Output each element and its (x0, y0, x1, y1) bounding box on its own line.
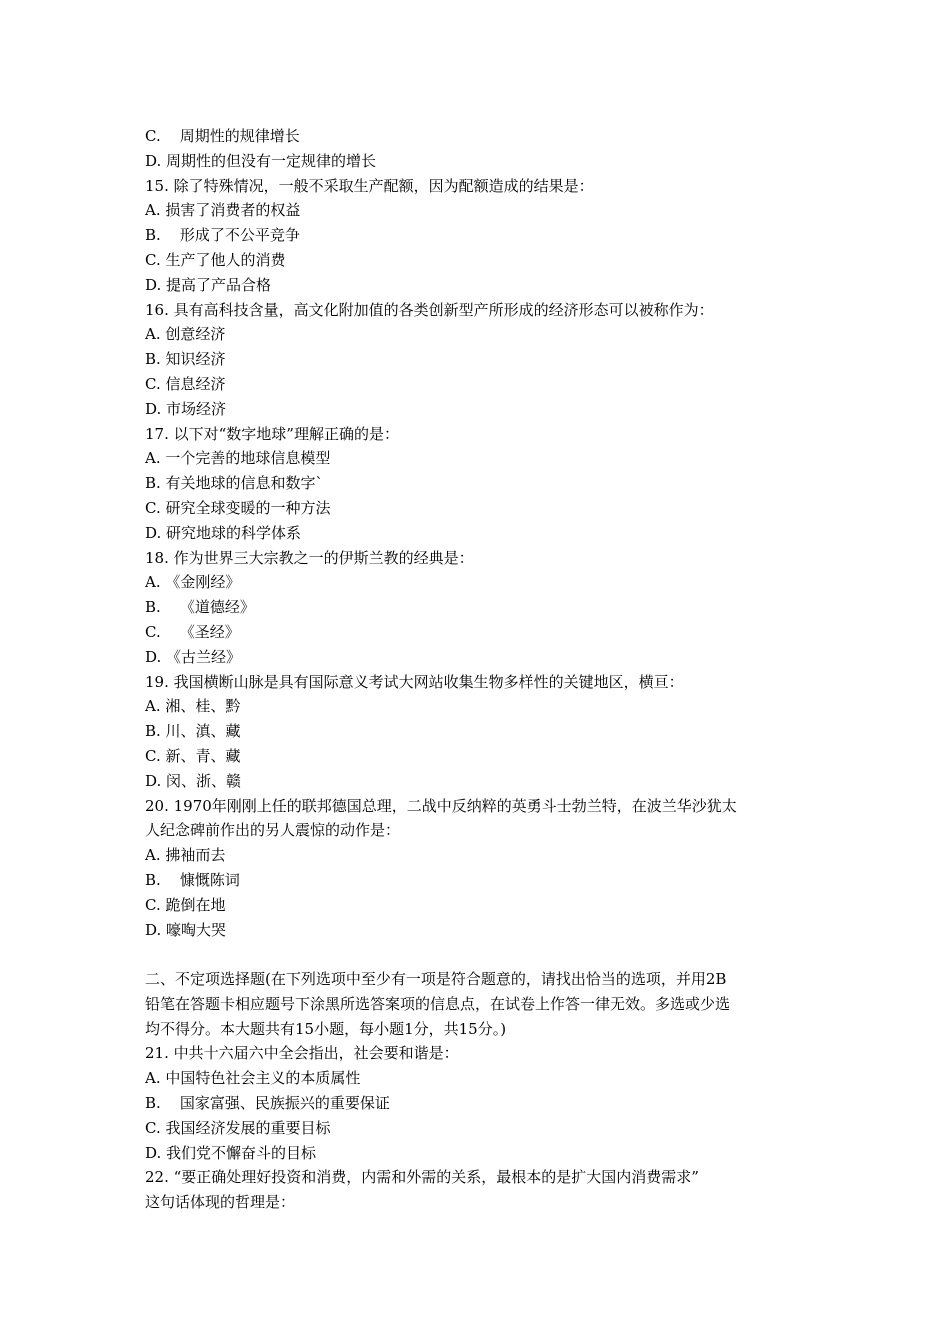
text-line: C. 研究全球变暖的一种方法 (145, 498, 331, 517)
text-line: C. 《圣经》 (145, 622, 240, 641)
text-line: 20. 1970年刚刚上任的联邦德国总理，二战中反纳粹的英勇斗士勃兰特，在波兰华沙犹太 (145, 796, 737, 815)
text-line: D. 市场经济 (145, 399, 227, 418)
text-line: D. 提高了产品合格 (145, 275, 272, 294)
text-line: C. 生产了他人的消费 (145, 250, 286, 269)
text-line: A. 《金刚经》 (145, 573, 241, 592)
text-line: C. 我国经济发展的重要目标 (145, 1118, 331, 1137)
text-line: A. 损害了消费者的权益 (145, 201, 301, 220)
text-line: B. 知识经济 (145, 350, 226, 369)
text-line: A. 湘、桂、黔 (145, 697, 241, 716)
text-line: D. 闵、浙、赣 (145, 771, 242, 790)
text-line: A. 中国特色社会主义的本质属性 (145, 1069, 361, 1088)
text-line: D. 《古兰经》 (145, 647, 242, 666)
text-line: 铅笔在答题卡相应题号下涂黑所选答案项的信息点，在试卷上作答一律无效。多选或少选 (145, 994, 731, 1013)
questions-section-2 (145, 967, 805, 1215)
text-line: A. 创意经济 (145, 325, 226, 344)
text-line: 均不得分。本大题共有15小题，每小题1分，共15分。) (145, 1019, 507, 1038)
text-line: B. 形成了不公平竞争 (145, 226, 300, 245)
text-line: 17. 以下对“数字地球”理解正确的是： (145, 424, 399, 443)
text-line: A. 一个完善的地球信息模型 (145, 449, 331, 468)
text-line: B. 《道德经》 (145, 598, 255, 617)
text-line: C. 信息经济 (145, 374, 226, 393)
text-line: C. 新、青、藏 (145, 746, 241, 765)
text-line: A. 拂袖而去 (145, 846, 226, 865)
text-line: 这句话体现的哲理是： (145, 1193, 296, 1212)
text-line: 人纪念碑前作出的另人震惊的动作是： (145, 821, 401, 840)
text-line: 22. “要正确处理好投资和消费，内需和外需的关系，最根本的是扩大国内消费需求” (145, 1168, 699, 1187)
text-line: 21. 中共十六届六中全会指出，社会要和谐是： (145, 1044, 459, 1063)
text-line: 15. 除了特殊情况，一般不采取生产配额，因为配额造成的结果是： (145, 176, 594, 195)
text-line: D. 嚎啕大哭 (145, 920, 227, 939)
text-line: B. 有关地球的信息和数字` (145, 474, 324, 493)
exam-text (145, 124, 805, 1215)
text-line: 18. 作为世界三大宗教之一的伊斯兰教的经典是： (145, 548, 474, 567)
questions-section-1 (145, 124, 805, 942)
text-line: 二、不定项选择题(在下列选项中至少有一项是符合题意的，请找出恰当的选项，并用2B (145, 970, 727, 989)
text-line: B. 慷慨陈词 (145, 870, 240, 889)
text-line: D. 研究地球的科学体系 (145, 523, 302, 542)
text-line: B. 川、滇、藏 (145, 722, 241, 741)
section-gap (145, 942, 805, 967)
text-line: C. 周期性的规律增长 (145, 127, 300, 145)
text-line: D. 周期性的但没有一定规律的增长 (145, 151, 377, 170)
text-line: 19. 我国横断山脉是具有国际意义考试大网站收集生物多样性的关键地区，横亘： (145, 672, 684, 691)
text-line: 16. 具有高科技含量，高文化附加值的各类创新型产所形成的经济形态可以被称作为： (145, 300, 714, 319)
text-line: C. 跪倒在地 (145, 895, 226, 914)
text-line: D. 我们党不懈奋斗的目标 (145, 1143, 317, 1162)
text-line: B. 国家富强、民族振兴的重要保证 (145, 1094, 390, 1113)
